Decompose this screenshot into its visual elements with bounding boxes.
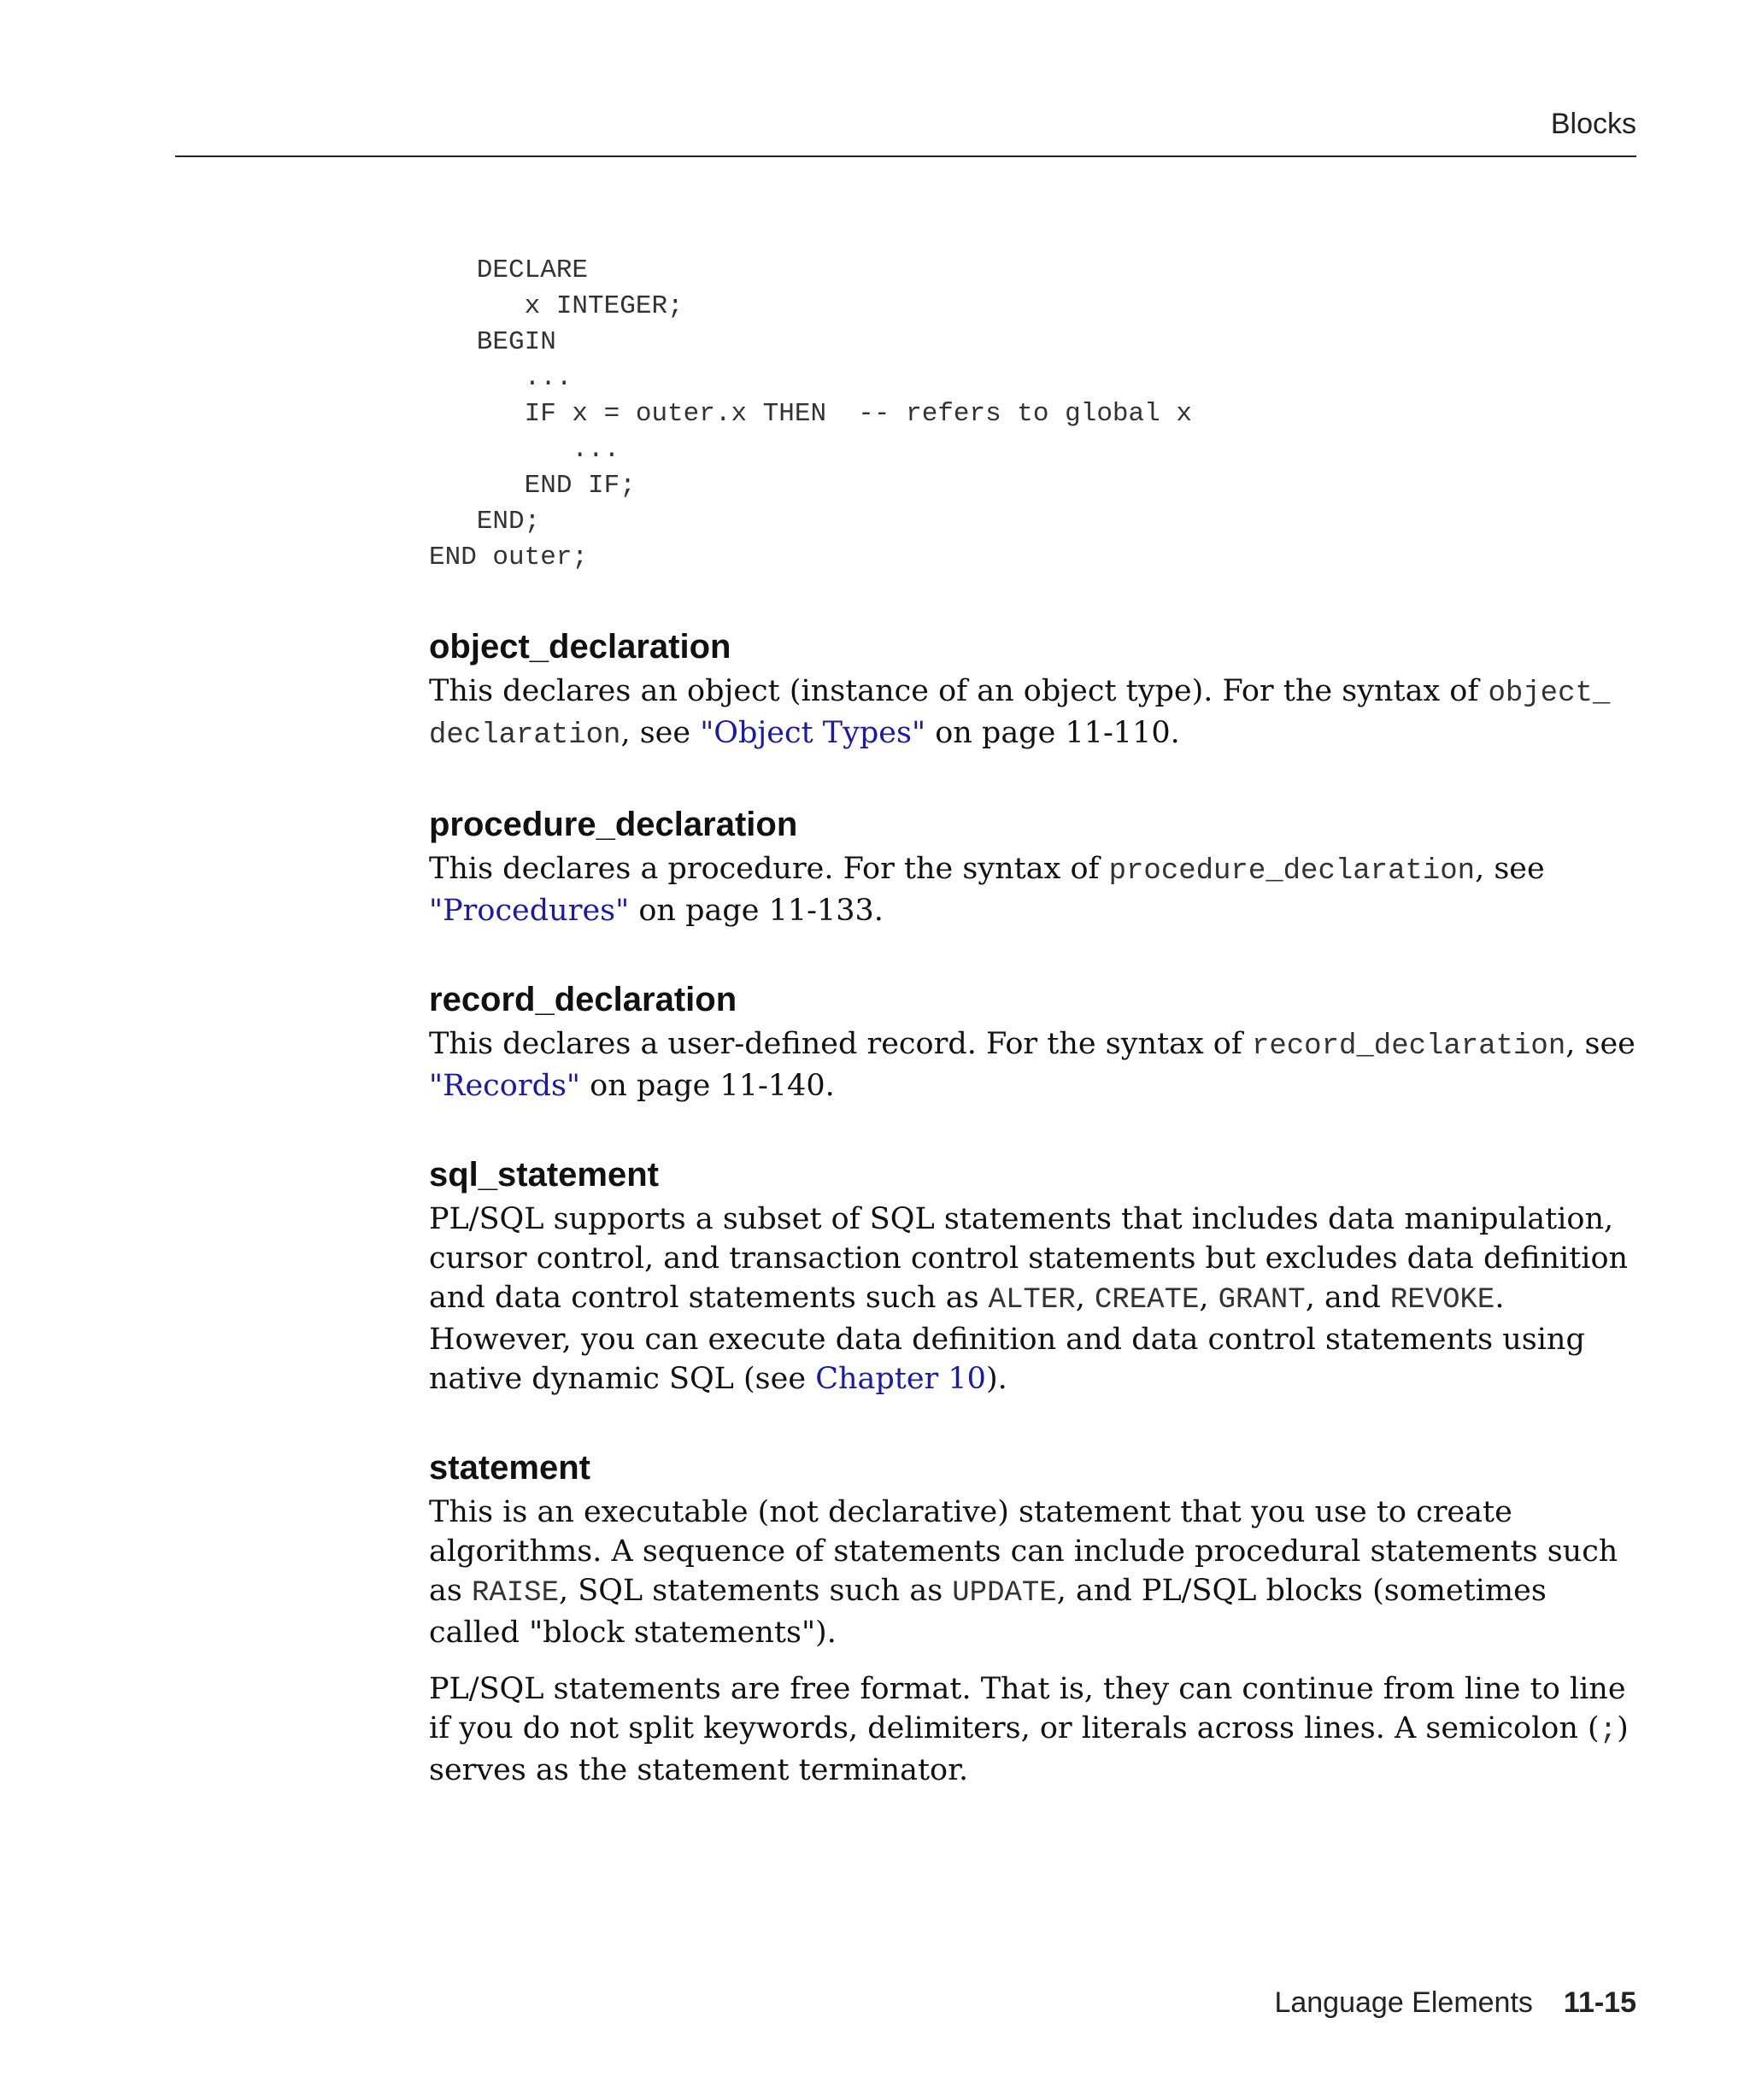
running-header: Blocks	[1550, 108, 1636, 140]
text-run: , SQL statements such as	[559, 1574, 953, 1608]
inline-code: CREATE	[1094, 1284, 1200, 1317]
link-object-types[interactable]: "Object Types"	[700, 716, 926, 750]
code-example: DECLARE x INTEGER; BEGIN ... IF x = outer.x THEN -- refers to global x ... END IF; END; END outer;	[429, 255, 1192, 572]
link-procedures[interactable]: "Procedures"	[429, 894, 630, 928]
link-records[interactable]: "Records"	[429, 1069, 581, 1103]
text-run: . However, you can execute data definition and data control statements using native dynamic SQL (see	[429, 1281, 1585, 1396]
inline-code: record_declaration	[1251, 1030, 1566, 1063]
text-run: , and	[1305, 1281, 1390, 1315]
text-run: , and PL/SQL blocks (sometimes called "block statements").	[429, 1574, 1547, 1650]
text-run: , see	[620, 716, 701, 750]
section-record-declaration	[429, 978, 1642, 1106]
text-run: ,	[1199, 1281, 1219, 1315]
footer-chapter-title: Language Elements	[1274, 1986, 1533, 2019]
text-run: on page 11-110.	[925, 716, 1180, 750]
link-chapter-10[interactable]: Chapter 10	[815, 1362, 986, 1396]
term-description	[429, 1200, 1642, 1399]
term-heading: procedure_declaration	[429, 806, 798, 843]
section-procedure-declaration	[429, 803, 1642, 930]
text-run: This is an executable (not declarative) statement that you use to create algorithms. A sequence of statements can include procedural statements such as	[429, 1495, 1618, 1608]
running-footer	[1274, 1986, 1636, 2020]
header-rule	[175, 155, 1636, 157]
inline-code: ALTER	[988, 1284, 1076, 1317]
term-heading: record_declaration	[429, 981, 737, 1018]
page-number: 11-15	[1563, 1986, 1636, 2019]
text-run: ,	[1075, 1281, 1095, 1315]
term-description	[429, 672, 1642, 755]
page-content	[429, 253, 1642, 1790]
inline-code: GRANT	[1218, 1284, 1306, 1317]
inline-code: object_ declaration	[429, 678, 1611, 752]
text-run: This declares a procedure. For the syntax of	[429, 852, 1109, 886]
text-run: on page 11-133.	[629, 894, 884, 928]
term-description-continued	[429, 1669, 1642, 1790]
text-run: This declares a user-defined record. For the syntax of	[429, 1027, 1252, 1061]
text-run: ).	[985, 1362, 1007, 1396]
section-sql-statement	[429, 1153, 1642, 1399]
section-statement	[429, 1446, 1642, 1790]
text-run: , see	[1475, 852, 1545, 886]
text-run: ) serves as the statement terminator.	[429, 1711, 1629, 1787]
term-description	[429, 849, 1642, 930]
term-description	[429, 1024, 1642, 1106]
inline-code: RAISE	[471, 1577, 559, 1610]
inline-code: REVOKE	[1389, 1284, 1495, 1317]
text-run: on page 11-140.	[580, 1069, 835, 1103]
text-run: , see	[1565, 1027, 1635, 1061]
term-heading: statement	[429, 1449, 590, 1487]
section-object-declaration	[429, 625, 1642, 755]
inline-code: procedure_declaration	[1108, 855, 1476, 888]
inline-code: ;	[1599, 1715, 1618, 1747]
term-description	[429, 1493, 1642, 1652]
term-heading: object_declaration	[429, 628, 731, 666]
inline-code: UPDATE	[952, 1577, 1057, 1610]
text-run: This declares an object (instance of an object type). For the syntax of	[429, 674, 1489, 708]
text-run: PL/SQL supports a subset of SQL statements that includes data manipulation, cursor control, and transaction control statements but excludes data definition and data control statements such as	[429, 1202, 1629, 1315]
term-heading: sql_statement	[429, 1156, 659, 1194]
text-run: PL/SQL statements are free format. That is, they can continue from line to line if you do not split keywords, delimiters, or literals across lines. A semicolon (	[429, 1672, 1626, 1745]
